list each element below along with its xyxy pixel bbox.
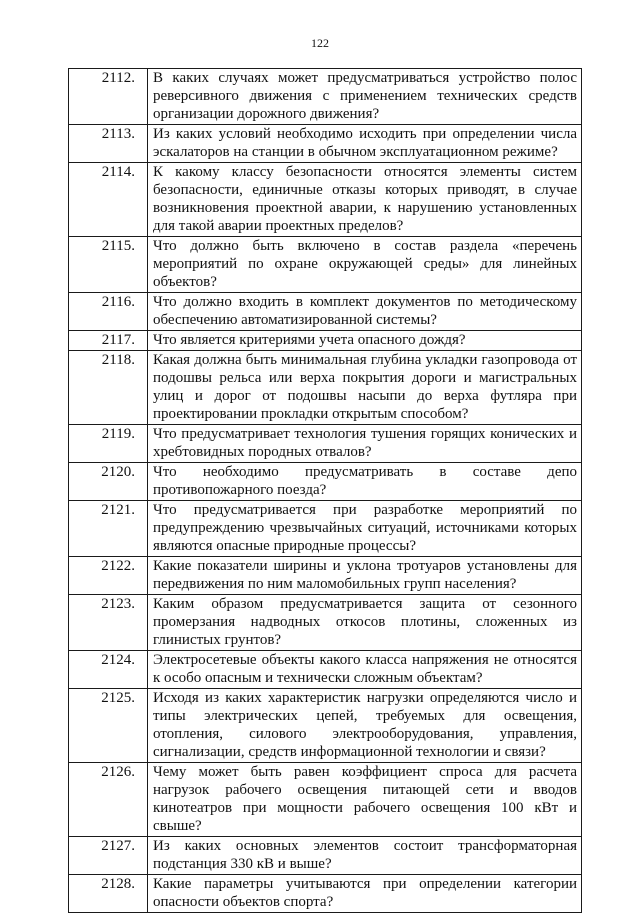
question-text: Что должно входить в комплект документов по методическому обеспечению автоматизированной системы? <box>148 293 582 331</box>
table-row <box>69 837 582 875</box>
table-row <box>69 331 582 351</box>
questions-table <box>68 68 582 913</box>
question-number: 2121. <box>69 501 148 557</box>
questions-table-body <box>69 69 582 913</box>
question-number: 2116. <box>69 293 148 331</box>
question-number: 2125. <box>69 689 148 763</box>
question-text: Электросетевые объекты какого класса напряжения не относятся к особо опасным и технически сложным объектам? <box>148 651 582 689</box>
question-number: 2117. <box>69 331 148 351</box>
question-text: В каких случаях может предусматриваться устройство полос реверсивного движения с применением технических средств организации дорожного движения? <box>148 69 582 125</box>
question-number: 2123. <box>69 595 148 651</box>
question-number: 2115. <box>69 237 148 293</box>
question-text: Что предусматривается при разработке мероприятий по предупреждению чрезвычайных ситуаций, источниками которых являются опасные природные процессы? <box>148 501 582 557</box>
question-text: Что предусматривает технология тушения горящих конических и хребтовидных породных отвалов? <box>148 425 582 463</box>
question-number: 2114. <box>69 163 148 237</box>
question-text: Из каких основных элементов состоит трансформаторная подстанция 330 кВ и выше? <box>148 837 582 875</box>
question-text: Какие параметры учитываются при определении категории опасности объектов спорта? <box>148 875 582 913</box>
table-row <box>69 875 582 913</box>
question-number: 2127. <box>69 837 148 875</box>
question-number: 2124. <box>69 651 148 689</box>
table-row <box>69 351 582 425</box>
question-number: 2118. <box>69 351 148 425</box>
table-row <box>69 595 582 651</box>
question-text: Что должно быть включено в состав раздела «перечень мероприятий по охране окружающей среды» для линейных объектов? <box>148 237 582 293</box>
page-number: 122 <box>311 36 329 50</box>
question-number: 2126. <box>69 763 148 837</box>
table-row <box>69 69 582 125</box>
question-number: 2112. <box>69 69 148 125</box>
table-row <box>69 293 582 331</box>
table-row <box>69 463 582 501</box>
question-text: Из каких условий необходимо исходить при определении числа эскалаторов на станции в обычном эксплуатационном режиме? <box>148 125 582 163</box>
table-row <box>69 163 582 237</box>
table-row <box>69 763 582 837</box>
table-row <box>69 689 582 763</box>
table-row <box>69 425 582 463</box>
question-number: 2122. <box>69 557 148 595</box>
question-number: 2120. <box>69 463 148 501</box>
question-text: Что является критериями учета опасного дождя? <box>148 331 582 351</box>
question-number: 2128. <box>69 875 148 913</box>
table-row <box>69 501 582 557</box>
table-row <box>69 651 582 689</box>
question-number: 2119. <box>69 425 148 463</box>
question-text: Какие показатели ширины и уклона тротуаров установлены для передвижения по ним маломобильных групп населения? <box>148 557 582 595</box>
question-text: Исходя из каких характеристик нагрузки определяются число и типы электрических цепей, требуемых для освещения, отопления, силового электрооборудования, управления, сигнализации, средств информационной технологии и связи? <box>148 689 582 763</box>
question-text: Что необходимо предусматривать в составе депо противопожарного поезда? <box>148 463 582 501</box>
table-row <box>69 237 582 293</box>
question-number: 2113. <box>69 125 148 163</box>
table-row <box>69 557 582 595</box>
question-text: Какая должна быть минимальная глубина укладки газопровода от подошвы рельса или верха покрытия дороги и магистральных улиц и дорог от подошвы насыпи до верха футляра при проектировании прокладки открытым способом? <box>148 351 582 425</box>
question-text: К какому классу безопасности относятся элементы систем безопасности, единичные отказы которых приводят, в случае возникновения проектной аварии, к нарушению установленных для такой аварии проектных пределов? <box>148 163 582 237</box>
table-row <box>69 125 582 163</box>
question-text: Каким образом предусматривается защита от сезонного промерзания надводных откосов плотины, сложенных из глинистых грунтов? <box>148 595 582 651</box>
question-text: Чему может быть равен коэффициент спроса для расчета нагрузок рабочего освещения питающей сети и вводов кинотеатров при мощности рабочего освещения 100 кВт и свыше? <box>148 763 582 837</box>
